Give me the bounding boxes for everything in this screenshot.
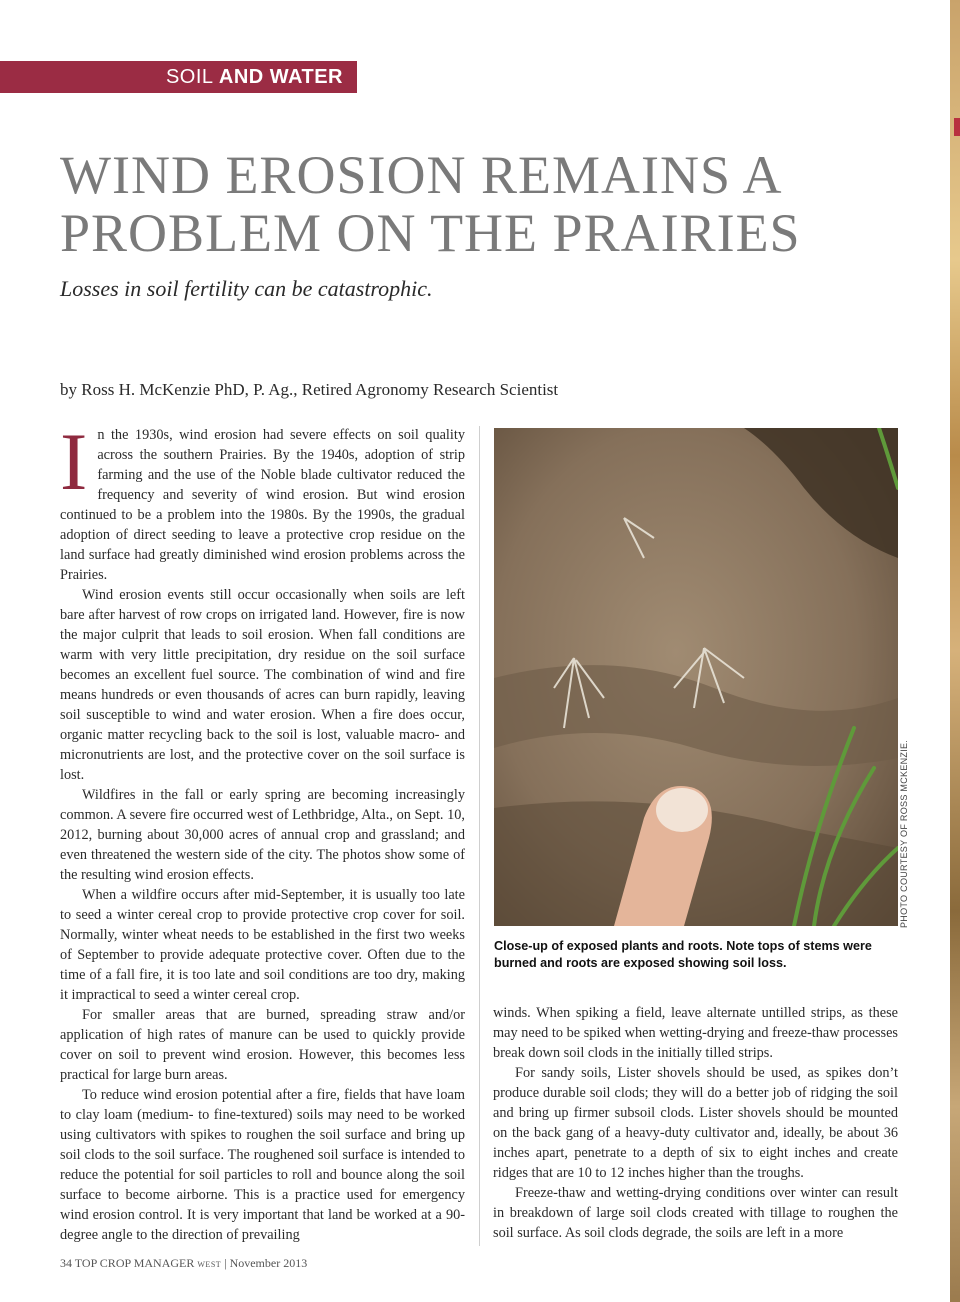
body-paragraph-5: For smaller areas that are burned, spreading straw and/or application of high rates of manure can be used to quickly provide cover on soil to prevent wind erosion. However, this becomes less practical for large burn areas. — [60, 1007, 465, 1083]
photo-credit: PHOTO COURTESY OF ROSS MCKENZIE. — [899, 739, 909, 928]
headline-line-1: WIND EROSION REMAINS A — [60, 145, 783, 205]
body-right-paragraph-2: For sandy soils, Lister shovels should be used, as spikes don’t produce durable soil clods; they will do a better job of ridging the soil and bring up firmer subsoil clods. Lister shovels should be mounted on the back gang of a heavy-duty cultivator and, ideally, be about 36 inches apart, penetrate to a depth of six to eight inches and create ridges that are 10 to 12 inches higher than the troughs. — [493, 1065, 898, 1181]
headline-line-2: PROBLEM ON THE PRAIRIES — [60, 203, 801, 263]
soil-roots-photo — [494, 428, 898, 926]
body-paragraph-2: Wind erosion events still occur occasionally when soils are left bare after harvest of row crops on irrigated land. However, fire is now the major culprit that leads to soil erosion. When fall conditions are warm with very little precipitation, dry residue on the soil surface becomes an excellent fuel source. The combination of wind and fire means hundreds or even thousands of acres can burn rapidly, leaving soil susceptible to wind and water erosion. When a fire does occur, organic matter recycling back to the soil is lost, valuable macro- and micronutrients are lost, and the protective cover on the soil surface is lost. — [60, 587, 465, 783]
headline — [60, 146, 920, 262]
body-right-paragraph-1: winds. When spiking a field, leave alternate untilled strips, as these may need to be spiked when wetting-drying and freeze-thaw processes break down soil clods in the initially tilled strips. — [493, 1005, 898, 1061]
byline: by Ross H. McKenzie PhD, P. Ag., Retired Agronomy Research Scientist — [60, 380, 559, 399]
section-label-bold: AND WATER — [218, 66, 343, 88]
body-right-paragraph-3: Freeze-thaw and wetting-drying conditions over winter can result in breakdown of large soil clods created with tillage to roughen the soil surface. As soil clods degrade, the soils are left in a more — [493, 1185, 898, 1241]
body-paragraph-1 — [60, 425, 465, 585]
drop-cap: I — [60, 425, 88, 507]
facing-page-red-mark — [954, 118, 960, 136]
subheadline: Losses in soil fertility can be catastrophic. — [60, 276, 433, 301]
section-banner — [0, 61, 357, 93]
column-divider — [479, 426, 480, 1246]
page-number: 34 — [60, 1256, 72, 1270]
body-column-left — [60, 425, 465, 1245]
article-photo — [494, 428, 898, 926]
body-paragraph-1-text: n the 1930s, wind erosion had severe effects on soil quality across the southern Prairies. By the 1940s, adoption of strip farming and the use of the Noble blade cultivator reduced the frequency and severity of wind erosion. But wind erosion continued to be a problem into the 1980s. By the 1990s, the gradual adoption of direct seeding to leave a protective crop residue on the land surface had greatly diminished wind erosion problems across the Prairies. — [60, 427, 465, 583]
body-paragraph-4: When a wildfire occurs after mid-September, it is usually too late to seed a winter cereal crop to provide protective crop cover for soil. Normally, winter wheat needs to be established in the first two weeks of September to provide adequate protective cover. Often due to the time of a fall fire, it is too late and soil conditions are too dry, making it impractical to seed a winter cereal crop. — [60, 887, 465, 1003]
magazine-edition: WEST — [197, 1260, 222, 1269]
magazine-name: TOP CROP MANAGER — [74, 1256, 195, 1270]
body-paragraph-6: To reduce wind erosion potential after a fire, fields that have loam to clay loam (medium- to fine-textured) soils may need to be worked using cultivators with spikes to roughen the soil surface and bring up soil clods to the soil surface. The roughened soil surface is intended to reduce the potential for soil particles to roll and bounce along the soil surface to become airborne. This is a practice used for emergency wind erosion control. It is very important that land be worked at a 90-degree angle to the direction of prevailing — [60, 1087, 465, 1243]
section-label-light: SOIL — [165, 66, 213, 88]
facing-page-photo-edge — [950, 0, 960, 1302]
photo-caption: Close-up of exposed plants and roots. Note tops of stems were burned and roots are exposed showing soil loss. — [494, 939, 872, 970]
page-footer — [60, 1256, 460, 1271]
footer-separator: | — [224, 1256, 227, 1270]
body-paragraph-3: Wildfires in the fall or early spring are becoming increasingly common. A severe fire occurred west of Lethbridge, Alta., on Sept. 10, 2012, burning about 30,000 acres of annual crop and grassland; and even threatened the western side of the city. The photos show some of the resulting wind erosion effects. — [60, 787, 465, 883]
issue-date: November 2013 — [229, 1256, 308, 1270]
body-column-right — [493, 1003, 898, 1248]
